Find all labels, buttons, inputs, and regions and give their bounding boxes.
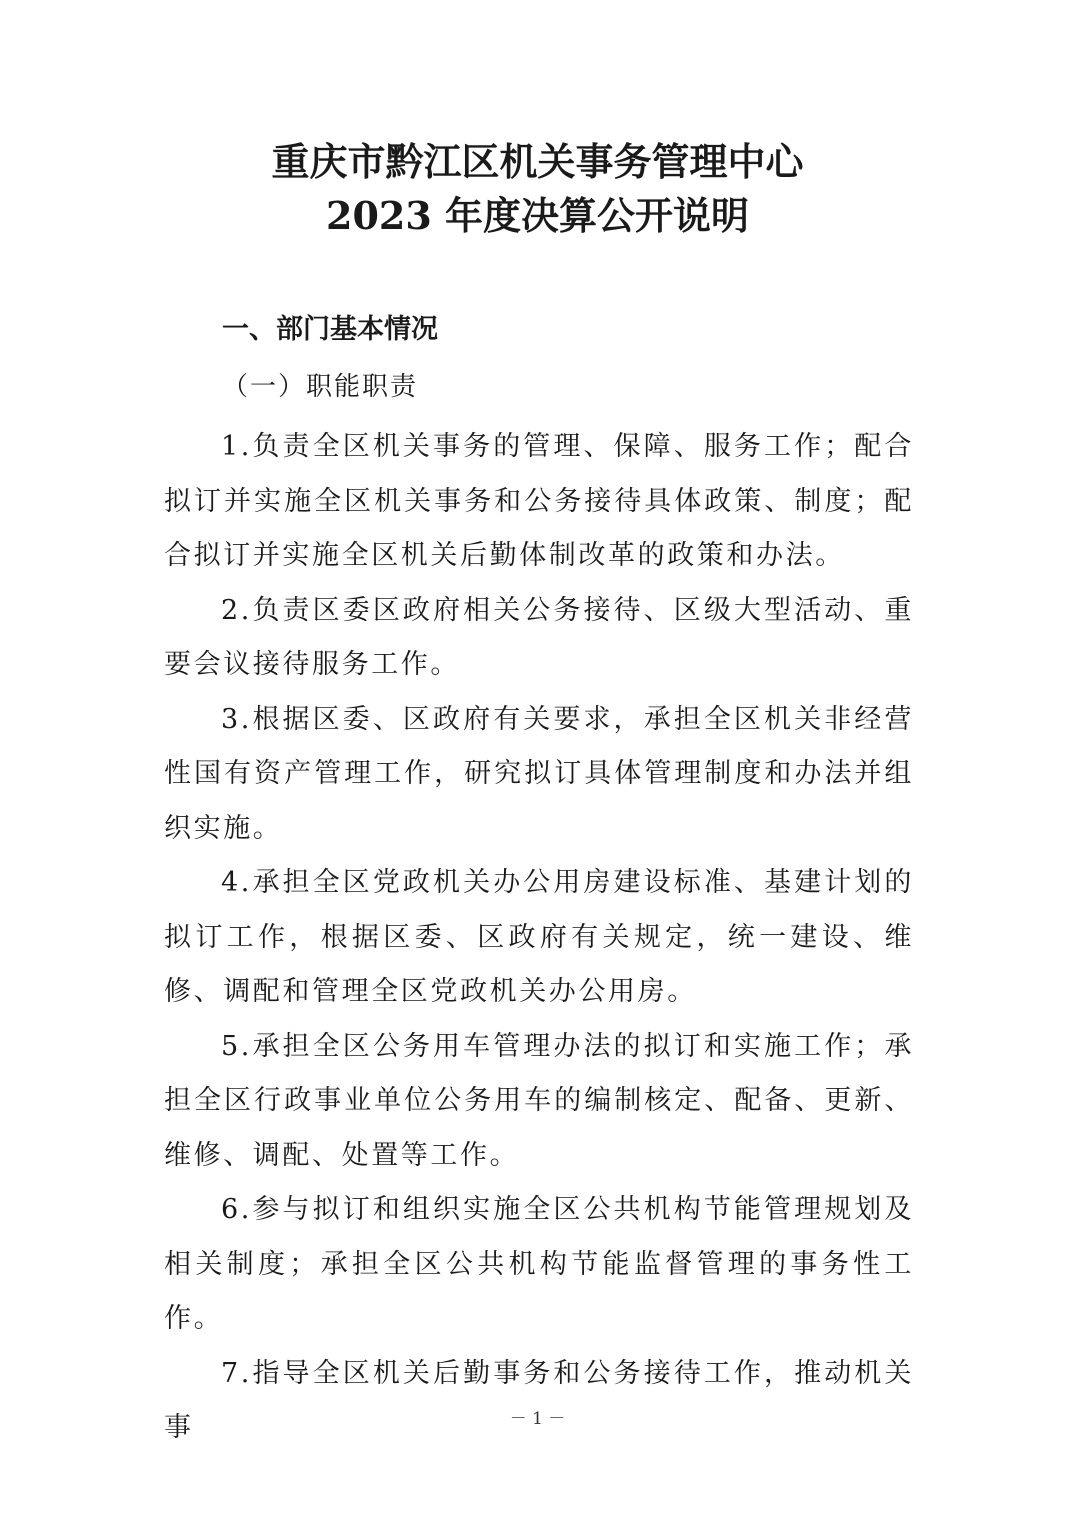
section-heading: 一、部门基本情况 xyxy=(222,314,438,345)
document-title-line-2: 2023 年度决算公开说明 xyxy=(326,193,749,238)
paragraph: 3.根据区委、区政府有关要求，承担全区机关非经营性国有资产管理工作，研究拟订具体管理制度和办法并组织实施。 xyxy=(164,703,914,844)
paragraph: 5.承担全区公务用车管理办法的拟订和实施工作；承担全区行政事业单位公务用车的编制核定、配备、更新、维修、调配、处置等工作。 xyxy=(164,1030,914,1171)
paragraph: 1.负责全区机关事务的管理、保障、服务工作；配合拟订并实施全区机关事务和公务接待具体政策、制度；配合拟订并实施全区机关后勤体制改革的政策和办法。 xyxy=(164,431,914,571)
paragraph: 2.负责区委区政府相关公务接待、区级大型活动、重要会议接待服务工作。 xyxy=(164,594,914,680)
page-number: － 1 － xyxy=(509,1409,566,1429)
paragraph: 4.承担全区党政机关办公用房建设标准、基建计划的拟订工作，根据区委、区政府有关规定，统一建设、维修、调配和管理全区党政机关办公用房。 xyxy=(164,867,914,1007)
paragraph: 7.指导全区机关后勤事务和公务接待工作，推动机关事 xyxy=(164,1357,914,1443)
document-body xyxy=(164,420,914,1456)
paragraph: 6.参与拟订和组织实施全区公共机构节能管理规划及相关制度；承担全区公共机构节能监督管理的事务性工作。 xyxy=(164,1194,914,1334)
subsection-heading: （一）职能职责 xyxy=(222,372,419,402)
document-title-line-1: 重庆市黔江区机关事务管理中心 xyxy=(271,139,804,184)
